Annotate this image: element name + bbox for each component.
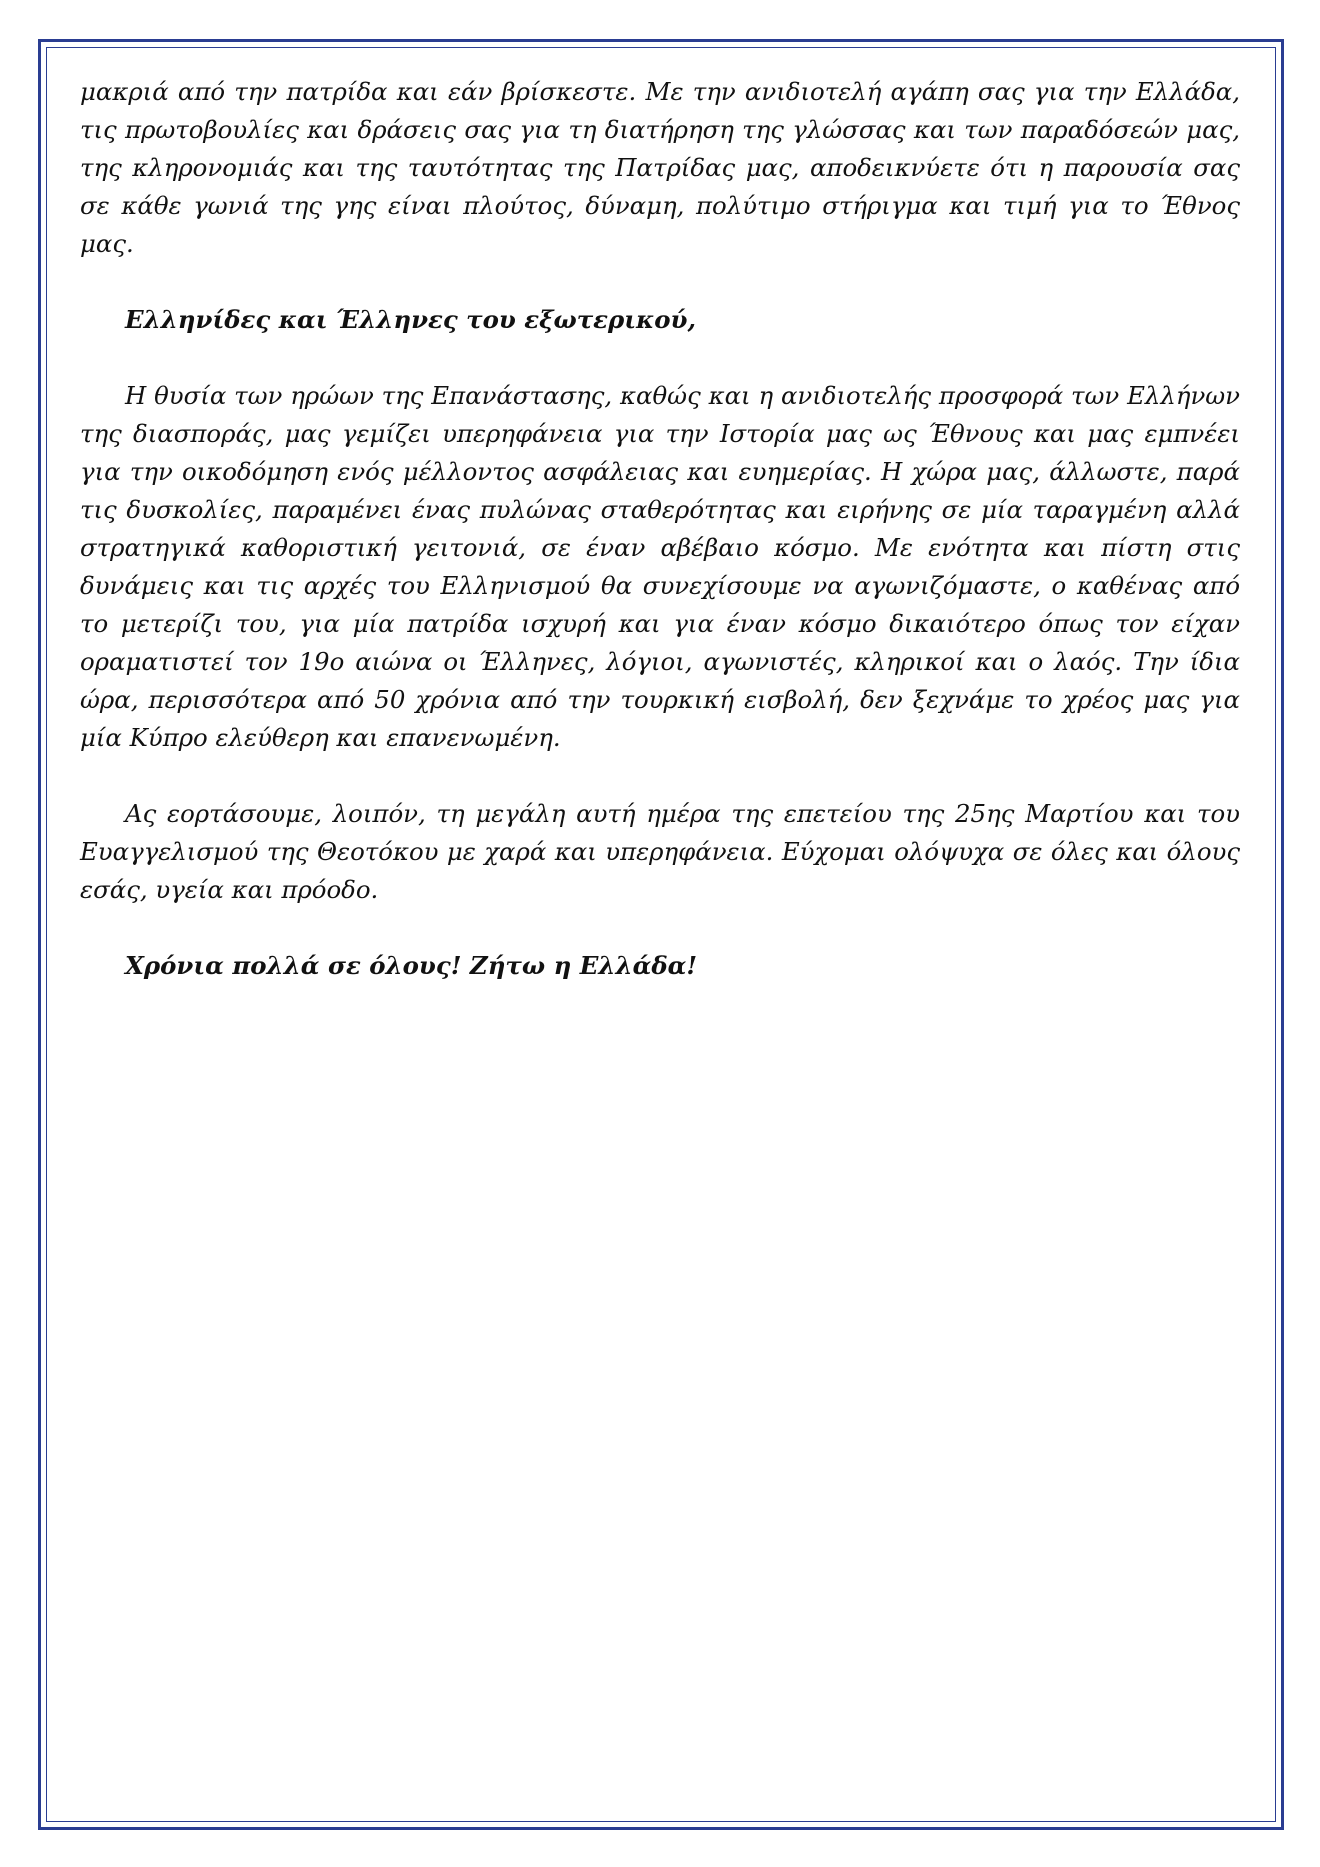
- salutation-heading: Ελληνίδες και Έλληνες του εξωτερικού,: [125, 305, 696, 334]
- letter-body: [80, 73, 1240, 985]
- paragraph-diaspora-tribute: μακριά από την πατρίδα και εάν βρίσκεστε. Με την ανιδιοτελή αγάπη σας για την Ελλάδα, τις πρωτοβουλίες και δράσεις σας για τη διατήρηση της γλώσσας και των παραδόσεών μας, της κληρονομιάς και της ταυτότητας της Πατρίδας μας, αποδεικνύετε ότι η παρουσία σας σε κάθε γωνιά της γης είναι πλούτος, δύναμη, πολύτιμο στήριγμα και τιμή για το Έθνος μας.: [80, 77, 1240, 258]
- paragraph-revolution-heroes: Η θυσία των ηρώων της Επανάστασης, καθώς και η ανιδιοτελής προσφορά των Ελλήνων της διασποράς, μας γεμίζει υπερηφάνεια για την Ιστορία μας ως Έθνους και μας εμπνέει για την οικοδόμηση ενός μέλλοντος ασφάλειας και ευημερίας. Η χώρα μας, άλλωστε, παρά τις δυσκολίες, παραμένει ένας πυλώνας σταθερότητας και ειρήνης σε μία ταραγμένη αλλά στρατηγικά καθοριστική γειτονιά, σε έναν αβέβαιο κόσμο. Με ενότητα και πίστη στις δυνάμεις και τις αρχές του Ελληνισμού θα συνεχίσουμε να αγωνιζόμαστε, ο καθένας από το μετερίζι του, για μία πατρίδα ισχυρή και για έναν κόσμο δικαιότερο όπως τον είχαν οραματιστεί τον 19ο αιώνα οι Έλληνες, λόγιοι, αγωνιστές, κληρικοί και ο λαός. Την ίδια ώρα, περισσότερα από 50 χρόνια από την τουρκική εισβολή, δεν ξεχνάμε το χρέος μας για μία Κύπρο ελεύθερη και επανενωμένη.: [80, 381, 1240, 752]
- closing-greeting: Χρόνια πολλά σε όλους! Ζήτω η Ελλάδα!: [125, 951, 698, 980]
- paragraph-celebration-wishes: Ας εορτάσουμε, λοιπόν, τη μεγάλη αυτή ημέρα της επετείου της 25ης Μαρτίου και του Ευαγγελισμού της Θεοτόκου με χαρά και υπερηφάνεια. Εύχομαι ολόψυχα σε όλες και όλους εσάς, υγεία και πρόοδο.: [80, 799, 1240, 904]
